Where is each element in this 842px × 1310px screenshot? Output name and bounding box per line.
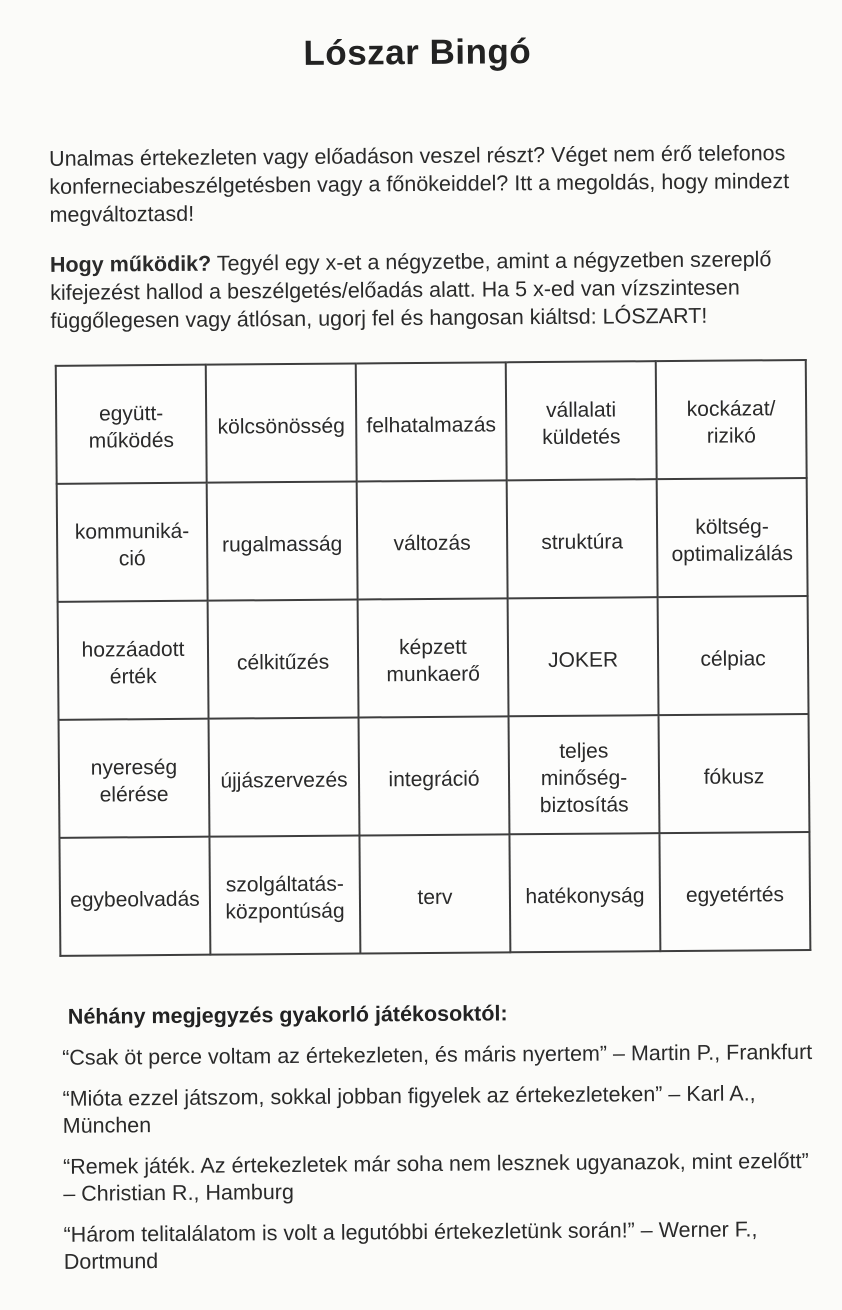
how-it-works-paragraph [50,245,833,335]
bingo-cell: újjászervezés [209,717,360,836]
bingo-row [57,478,808,602]
player-quote: “Mióta ezzel játszom, sokkal jobban figyelek az értekezleteken” – Karl A., München [62,1081,756,1138]
bingo-cell: egybeolvadás [59,837,210,956]
bingo-cell: teljes minőség- biztosítás [509,715,660,834]
bingo-cell: együtt- működés [56,365,207,484]
bingo-row [56,360,807,484]
player-quote: “Csak öt perce voltam az értekezleten, és máris nyertem” – Martin P., Frankfurt [62,1039,813,1070]
how-it-works-text: Tegyél egy x-et a négyzetbe, amint a négyzetben szereplő kifejezést hallod a beszélgetés/előadás alatt. Ha 5 x-ed van vízszintesen függőlegesen vagy átlósan, ugorj fel és hangosan kiáltsd: LÓSZART! [50,247,772,333]
bingo-cell: nyereség elérése [59,719,210,838]
bingo-grid [55,359,812,957]
player-quote: “Három telitalálatom is volt a legutóbbi értekezletünk során!” – Werner F., Dortmund [63,1217,758,1274]
bingo-cell: egyetértés [659,832,810,951]
bingo-row [59,832,810,956]
comments-heading: Néhány megjegyzés gyakorló játékosoktól: [67,1001,508,1029]
page-title: Lószar Bingó [303,32,532,73]
bingo-cell: képzett munkaerő [358,598,509,717]
bingo-cell: szolgáltatás- központúság [209,835,360,954]
player-quote: “Remek játék. Az értekezletek már soha nem lesznek ugyanazok, mint ezelőtt” – Christian R., Hamburg [62,1148,809,1206]
bingo-cell: kölcsönösség [206,364,357,483]
bingo-cell-joker: JOKER [508,597,659,716]
bingo-cell: fókusz [659,714,810,833]
bingo-cell: célpiac [658,596,809,715]
bingo-cell: felhatalmazás [356,362,507,481]
bingo-cell: rugalmasság [207,482,358,601]
bingo-cell: terv [359,834,510,953]
bingo-cell: kockázat/ rizikó [656,360,807,479]
bingo-cell: változás [357,480,508,599]
bingo-cell: struktúra [507,479,658,598]
bingo-cell: költség- optimalizálás [657,478,808,597]
bingo-cell: célkitűzés [208,600,359,719]
intro-paragraph: Unalmas értekezleten vagy előadáson veszel részt? Véget nem érő telefonos konferneciabeszélgetésben vagy a főnökeiddel? Itt a megoldás, hogy mindezt megváltoztasd! [49,141,790,227]
bingo-cell: kommuniká- ció [57,483,208,602]
bingo-row [58,596,809,720]
bingo-cell: vállalati küldetés [506,361,657,480]
bingo-cell: integráció [359,716,510,835]
bingo-cell: hatékonyság [509,833,660,952]
bingo-cell: hozzáadott érték [58,601,209,720]
bingo-row [59,714,810,838]
how-it-works-heading: Hogy működik? [49,251,212,277]
